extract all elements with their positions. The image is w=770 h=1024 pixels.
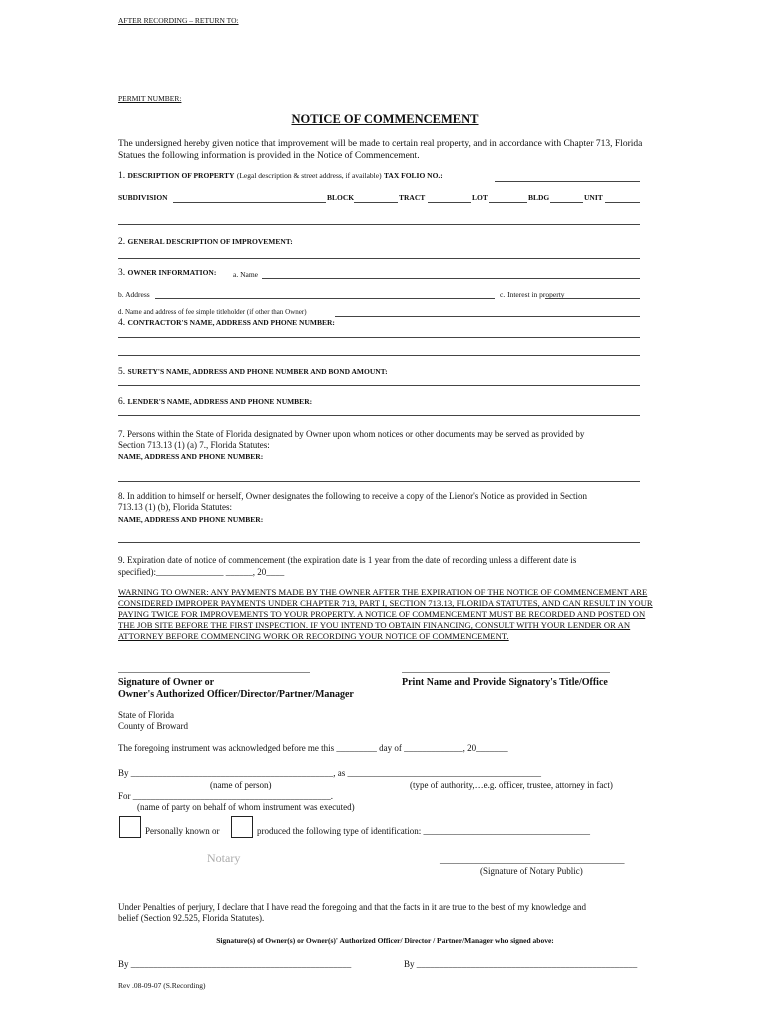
contractor-line-2[interactable]: [118, 355, 640, 356]
section-9-text-1: 9. Expiration date of notice of commencement (the expiration date is 1 year from the date of recording unless a different date is: [118, 555, 577, 565]
lot-field[interactable]: [489, 202, 527, 203]
section-1-number: 1.: [118, 171, 126, 181]
intro-paragraph: The undersigned hereby given notice that improvement will be made to certain real property, and in accordance with Chapter 713, Florida Statues the following information is provided in the Notice of Commencement.: [118, 139, 643, 161]
unit-label: UNIT: [584, 193, 603, 202]
state-label: State of Florida: [118, 710, 174, 720]
subdivision-label: SUBDIVISION: [118, 193, 168, 202]
titleholder-field[interactable]: [335, 316, 640, 317]
section-3-number: 3.: [118, 268, 126, 278]
section-4: [118, 318, 335, 328]
contractor-line-1[interactable]: [118, 337, 640, 338]
section-9-text-2: specified):_______________ ______, 20____: [118, 567, 285, 577]
section-8-label: NAME, ADDRESS AND PHONE NUMBER:: [118, 515, 264, 524]
lender-line[interactable]: [118, 415, 640, 416]
personally-known-checkbox[interactable]: [119, 816, 141, 838]
after-recording-label: AFTER RECORDING – RETURN TO:: [118, 16, 239, 25]
owner-signature-caption-1: Signature of Owner or: [118, 677, 215, 688]
section-7-text-1: 7. Persons within the State of Florida designated by Owner upon whom notices or other documents may be served as provided by: [118, 429, 585, 439]
owner-signature-caption-2: Owner's Authorized Officer/Director/Partner/Manager: [118, 689, 354, 700]
section-8-text-2: 713.13 (1) (b), Florida Statutes:: [118, 502, 232, 512]
interest-label: c. Interest in property: [500, 290, 565, 299]
produced-id-checkbox[interactable]: [231, 816, 253, 838]
perjury-text-1: Under Penalties of perjury, I declare that I have read the foregoing and that the facts in it are true to the best of my knowledge and: [118, 902, 586, 912]
section-3-label: OWNER INFORMATION:: [127, 268, 217, 277]
notary-signature-caption: (Signature of Notary Public): [480, 866, 583, 876]
owner-signature-by-2[interactable]: By _________________________________________________: [404, 959, 638, 969]
property-description-line[interactable]: [118, 224, 640, 225]
section-2-label: GENERAL DESCRIPTION OF IMPROVEMENT:: [127, 237, 293, 246]
owner-signature-by-1[interactable]: By _________________________________________________: [118, 959, 352, 969]
county-label: County of Broward: [118, 721, 188, 731]
section-7-label: NAME, ADDRESS AND PHONE NUMBER:: [118, 452, 264, 461]
print-name-caption: Print Name and Provide Signatory's Title/Office: [402, 677, 608, 688]
print-name-line[interactable]: [402, 672, 610, 673]
section-6: [118, 397, 312, 407]
lot-label: LOT: [472, 193, 488, 202]
section-8-text-1: 8. In addition to himself or herself, Owner designates the following to receive a copy of the Lienor's Notice as provided in Section: [118, 491, 587, 501]
owner-address-field[interactable]: [155, 298, 495, 299]
block-label: BLOCK: [327, 193, 355, 202]
owner-address-label: b. Address: [118, 290, 150, 299]
section-1: [118, 171, 443, 181]
section-5-label: SURETY'S NAME, ADDRESS AND PHONE NUMBER AND BOND AMOUNT:: [127, 367, 388, 376]
subdivision-field[interactable]: [173, 202, 326, 203]
tax-folio-field[interactable]: [495, 181, 640, 182]
notary-stamp-area: Notary: [207, 851, 241, 865]
lienor-copy-line[interactable]: [118, 542, 640, 543]
page-title: NOTICE OF COMMENCEMENT: [291, 112, 479, 126]
name-of-party-caption: (name of party on behalf of whom instrument was executed): [137, 802, 355, 812]
owner-signature-line[interactable]: [118, 672, 310, 673]
for-line[interactable]: For ____________________________________________.: [118, 791, 334, 801]
unit-field[interactable]: [605, 202, 640, 203]
surety-line[interactable]: [118, 385, 640, 386]
section-1-paren: (Legal description & street address, if available): [236, 171, 382, 180]
section-2: [118, 237, 293, 247]
section-6-number: 6.: [118, 397, 126, 407]
owner-name-label: a. Name: [233, 270, 258, 279]
revision-footer: Rev .08-09-07 (S.Recording): [118, 981, 206, 990]
section-4-number: 4.: [118, 318, 126, 328]
owner-signatures-heading: Signature(s) of Owner(s) or Owner(s)' Authorized Officer/ Director / Partner/Manager who signed above:: [216, 936, 554, 945]
bldg-field[interactable]: [550, 202, 583, 203]
designee-line[interactable]: [118, 481, 640, 482]
type-of-authority-caption: (type of authority,…e.g. officer, trustee, attorney in fact): [410, 780, 613, 790]
section-3: [118, 268, 216, 278]
tract-label: TRACT: [399, 193, 426, 202]
acknowledgment-line[interactable]: The foregoing instrument was acknowledged before me this _________ day of _____________, 20_______: [118, 743, 508, 753]
name-of-person-caption: (name of person): [210, 780, 272, 790]
by-as-line[interactable]: By _____________________________________________, as ___________________________________________: [118, 768, 541, 778]
permit-number-label: PERMIT NUMBER:: [118, 94, 182, 103]
section-6-label: LENDER'S NAME, ADDRESS AND PHONE NUMBER:: [127, 397, 313, 406]
personally-known-label: Personally known or: [145, 826, 220, 836]
tract-field[interactable]: [428, 202, 471, 203]
tax-folio-label: TAX FOLIO NO.:: [383, 171, 443, 180]
titleholder-label: d. Name and address of fee simple titleholder (if other than Owner): [118, 308, 307, 316]
section-4-label: CONTRACTOR'S NAME, ADDRESS AND PHONE NUMBER:: [127, 318, 335, 327]
notary-signature-line[interactable]: _________________________________________: [440, 855, 625, 865]
improvement-description-line[interactable]: [118, 258, 640, 259]
block-field[interactable]: [354, 202, 398, 203]
section-5-number: 5.: [118, 367, 126, 377]
owner-name-field[interactable]: [262, 278, 640, 279]
interest-field[interactable]: [545, 298, 640, 299]
section-7-text-2: Section 713.13 (1) (a) 7., Florida Statutes:: [118, 440, 270, 450]
section-5: [118, 367, 388, 377]
warning-to-owner: WARNING TO OWNER: ANY PAYMENTS MADE BY THE OWNER AFTER THE EXPIRATION OF THE NOTICE OF COMMENCEMENT ARE CONSIDERED IMPROPER PAYMENTS UNDER CHAPTER 713, PART I, SECTION 713.13, FLORIDA STATUTES, AND CAN RESULT IN YOUR PAYING TWICE FOR IMPROVEMENTS TO YOUR PROPERTY. A NOTICE OF COMMENCEMENT MUST BE RECORDED AND POSTED ON THE JOB SITE BEFORE THE FIRST INSPECTION. IF YOU INTEND TO OBTAIN FINANCING, CONSULT WITH YOUR LENDER OR AN ATTORNEY BEFORE COMMENCING WORK OR RECORDING YOUR NOTICE OF COMMENCEMENT.: [118, 587, 653, 641]
section-2-number: 2.: [118, 237, 126, 247]
produced-id-label[interactable]: produced the following type of identification: _____________________________________: [257, 826, 590, 836]
perjury-text-2: belief (Section 92.525, Florida Statutes).: [118, 913, 265, 923]
bldg-label: BLDG: [528, 193, 550, 202]
section-1-label: DESCRIPTION OF PROPERTY: [127, 171, 235, 180]
